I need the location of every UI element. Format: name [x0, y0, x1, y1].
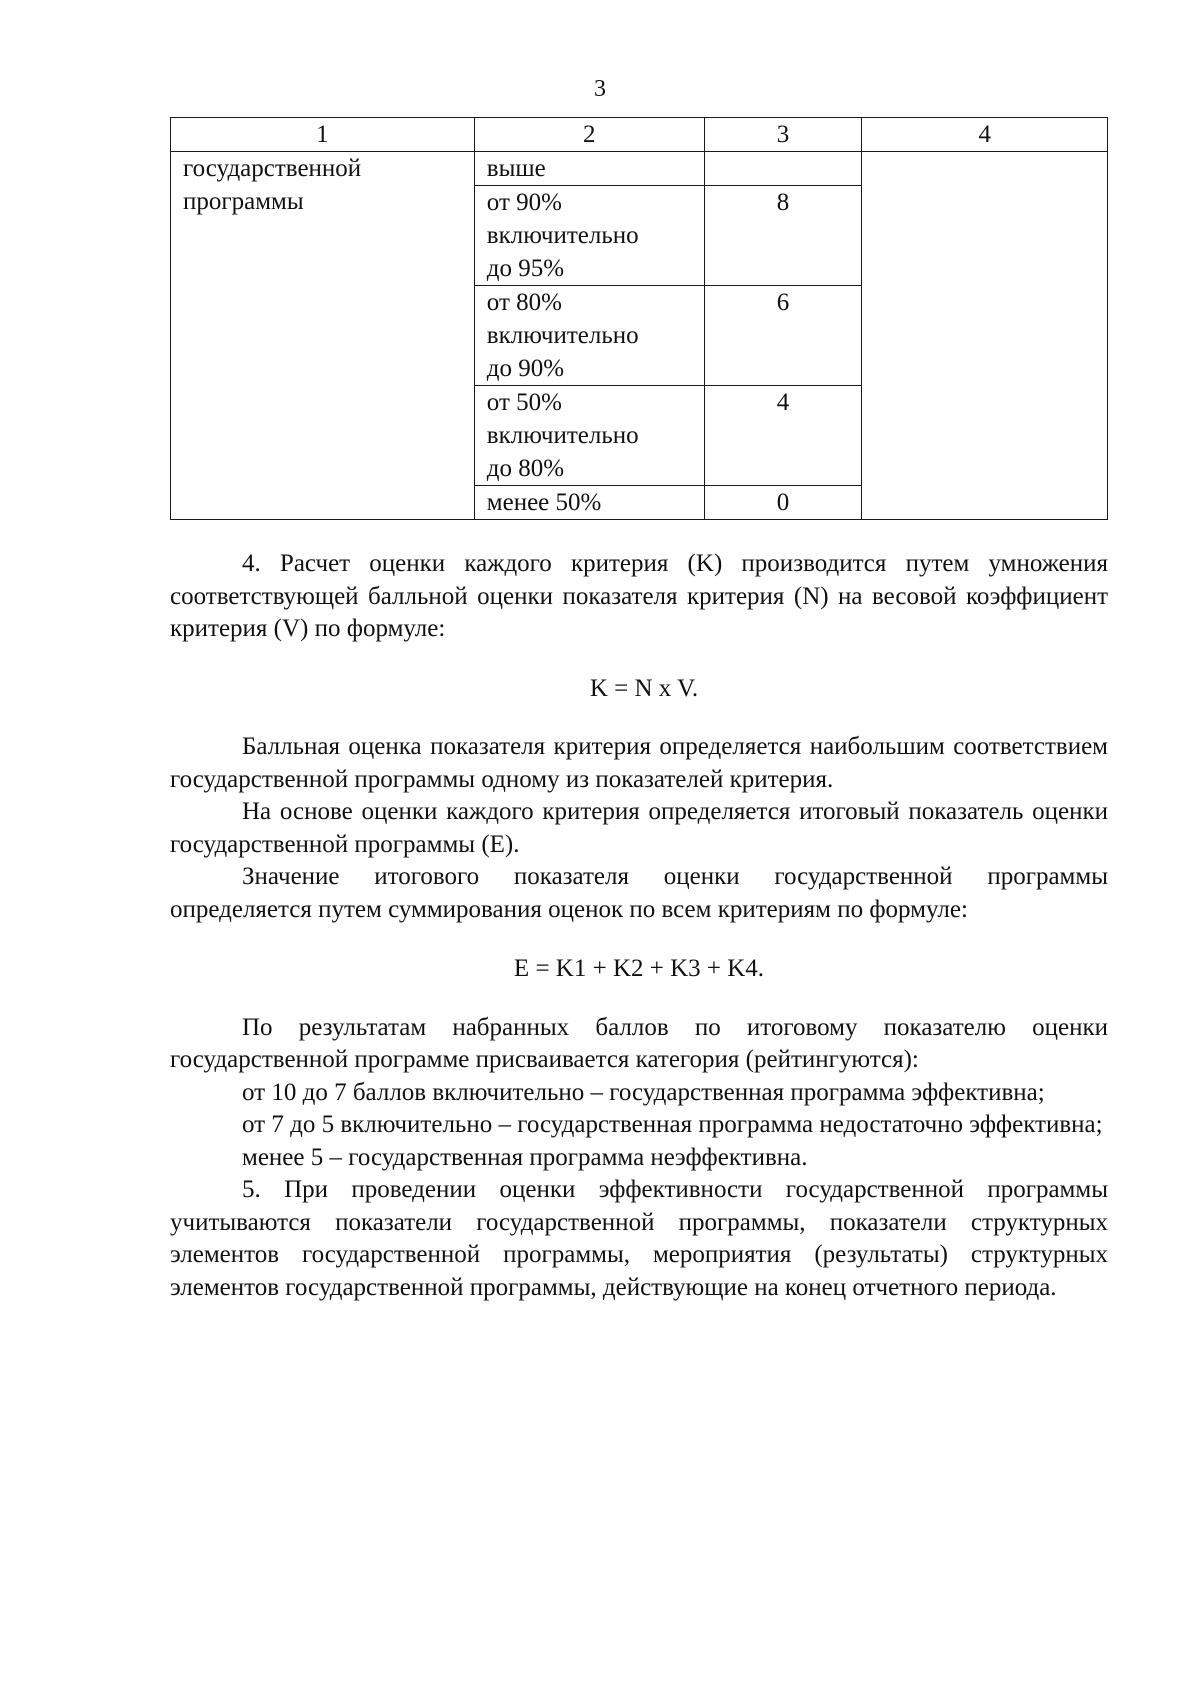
header-cell-1: 1: [171, 118, 475, 152]
score-cell: 8: [704, 186, 862, 286]
score-cell: 0: [704, 486, 862, 520]
score-cell: 4: [704, 386, 862, 486]
criteria-table: [170, 117, 1108, 520]
score-cell: 6: [704, 286, 862, 386]
paragraph-ineffective: менее 5 – государственная программа неэффективна.: [242, 1143, 808, 1171]
criterion-name-line: государственной: [183, 155, 362, 182]
condition-line: от 80%: [486, 289, 562, 316]
condition-line: менее 50%: [486, 489, 602, 516]
table-header-row: [171, 118, 1108, 152]
condition-cell: [474, 286, 704, 386]
condition-line: включительно: [486, 422, 639, 449]
condition-cell: [474, 152, 704, 186]
header-cell-2: 2: [474, 118, 704, 152]
condition-line: до 90%: [486, 355, 565, 382]
notes-cell: [862, 152, 1108, 520]
paragraph-category: По результатам набранных баллов по итоговому показателю оценки государственной программе присваивается категория (рейтингуются):: [170, 1013, 1108, 1073]
condition-line: включительно: [486, 322, 639, 349]
condition-line: выше: [486, 155, 546, 182]
paragraph-score-definition: Балльная оценка показателя критерия определяется наибольшим соответствием государственной программы одному из показателей критерия.: [170, 733, 1108, 793]
header-cell-4: 4: [862, 118, 1108, 152]
condition-line: включительно: [486, 222, 639, 249]
condition-cell: [474, 486, 704, 520]
criterion-name-line: программы: [183, 188, 304, 215]
score-cell: [704, 152, 862, 186]
condition-line: до 95%: [486, 255, 565, 282]
paragraph-insufficient: от 7 до 5 включительно – государственная программа недостаточно эффективна;: [242, 1111, 1103, 1138]
paragraph-indicators: 5. При проведении оценки эффективности государственной программы учитываются показатели государственной программы, показатели структурных элементов государственной программы, мероприятия (результаты) структурных элементов государственной программы, действующие на конец отчетного периода.: [170, 1176, 1108, 1301]
paragraph-effective: от 10 до 7 баллов включительно – государственная программа эффективна;: [242, 1078, 1045, 1106]
header-cell-3: 3: [704, 118, 862, 152]
paragraph-total-value: Значение итогового показателя оценки государственной программы определяется путем суммирования оценок по всем критериям по формуле:: [170, 863, 1108, 923]
condition-cell: [474, 386, 704, 486]
page-number: 3: [594, 76, 606, 102]
body-text: [170, 548, 1108, 1304]
condition-line: от 90%: [486, 189, 562, 216]
formula-e: E = K1 + K2 + K3 + K4.: [513, 955, 765, 982]
table-row: [171, 152, 1108, 186]
paragraph-total-indicator: На основе оценки каждого критерия определяется итоговый показатель оценки государственной программы (E).: [170, 798, 1108, 858]
condition-cell: [474, 186, 704, 286]
paragraph-calculation: 4. Расчет оценки каждого критерия (K) производится путем умножения соответствующей балльной оценки показателя критерия (N) на весовой коэффициент критерия (V) по формуле:: [170, 550, 1108, 642]
criterion-name-cell: [171, 152, 475, 520]
formula-k: K = N x V.: [589, 674, 699, 702]
condition-line: до 80%: [486, 455, 565, 482]
condition-line: от 50%: [486, 389, 562, 416]
